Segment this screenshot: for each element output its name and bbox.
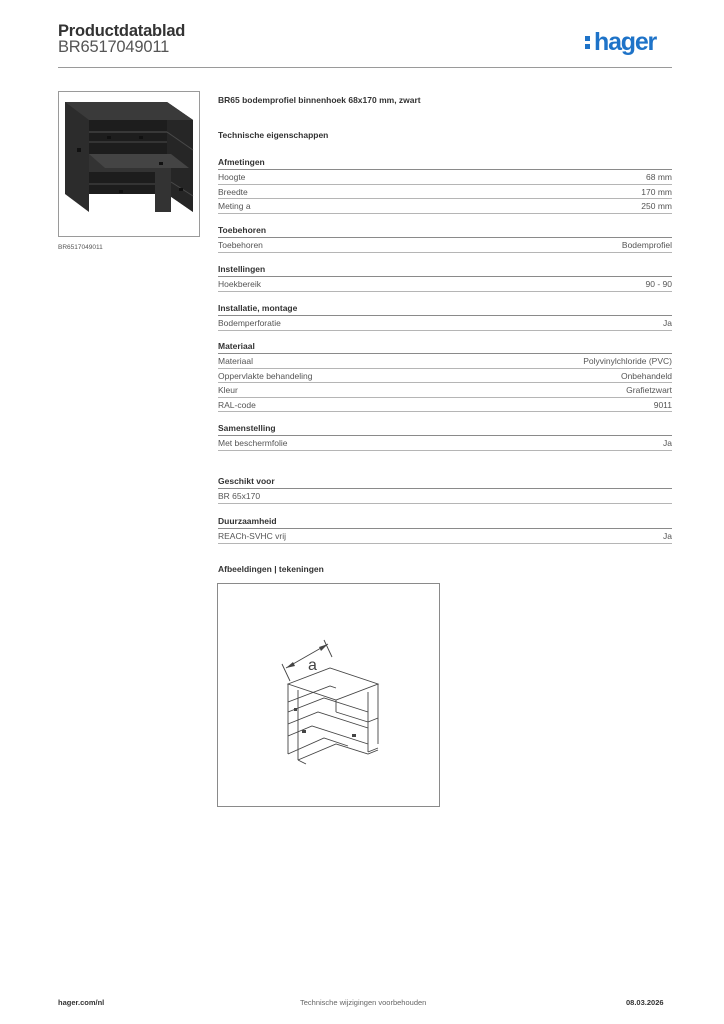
section-heading: Samenstelling — [218, 422, 672, 436]
page-title: Productdatablad — [58, 22, 186, 40]
footer-disclaimer: Technische wijzigingen voorbehouden — [300, 998, 427, 1007]
header-divider — [58, 67, 672, 68]
thumbnail-caption: BR6517049011 — [58, 244, 103, 251]
section-heading: Materiaal — [218, 340, 672, 354]
property-label: Meting a — [218, 201, 251, 211]
property-row — [218, 529, 672, 544]
corner-profile-image — [59, 92, 199, 236]
dimension-label: a — [308, 657, 317, 674]
property-section — [218, 156, 672, 214]
corner-drawing-image — [218, 584, 439, 806]
property-row — [218, 398, 672, 413]
property-label: Bodemperforatie — [218, 318, 281, 328]
logo-text: hager — [594, 28, 657, 56]
property-label: Kleur — [218, 385, 238, 395]
property-label: RAL-code — [218, 399, 256, 410]
property-label: Oppervlakte behandeling — [218, 370, 313, 381]
section-heading: Toebehoren — [218, 224, 672, 238]
property-label: REACh-SVHC vrij — [218, 531, 287, 541]
property-value: 9011 — [653, 399, 672, 410]
property-row — [218, 199, 672, 214]
property-section — [218, 263, 672, 292]
property-section — [218, 340, 672, 412]
technical-drawing — [217, 583, 440, 807]
section-heading: Geschikt voor — [218, 475, 672, 489]
property-row — [218, 383, 672, 398]
property-row — [218, 489, 672, 504]
property-value: Bodemprofiel — [621, 240, 672, 250]
logo-dots-icon — [585, 36, 590, 52]
property-value: 170 mm — [641, 186, 672, 197]
property-row — [218, 316, 672, 331]
property-section — [218, 515, 672, 544]
property-value: Ja — [663, 438, 672, 448]
product-thumbnail — [58, 91, 200, 237]
property-row — [218, 369, 672, 384]
property-value: Ja — [663, 318, 672, 328]
property-label: Hoogte — [218, 172, 246, 182]
product-code: BR6517049011 — [58, 38, 170, 56]
property-section — [218, 302, 672, 331]
hager-logo[interactable] — [594, 28, 656, 57]
property-label: Breedte — [218, 186, 248, 197]
section-heading: Afmetingen — [218, 156, 672, 170]
property-value: Onbehandeld — [620, 370, 672, 381]
property-value: 68 mm — [646, 172, 672, 182]
property-row — [218, 185, 672, 200]
section-heading: Duurzaamheid — [218, 515, 672, 529]
property-section — [218, 475, 672, 504]
property-section — [218, 224, 672, 253]
property-label: BR 65x170 — [218, 491, 261, 501]
tech-properties-title: Technische eigenschappen — [218, 130, 329, 140]
property-value: 90 - 90 — [645, 279, 672, 289]
property-row — [218, 436, 672, 451]
property-label: Materiaal — [218, 356, 253, 366]
footer-date: 08.03.2026 — [626, 998, 664, 1007]
property-value: Grafietzwart — [626, 385, 672, 395]
property-label: Toebehoren — [218, 240, 263, 250]
product-title: BR65 bodemprofiel binnenhoek 68x170 mm, zwart — [218, 95, 421, 105]
property-label: Met beschermfolie — [218, 438, 288, 448]
images-title: Afbeeldingen | tekeningen — [218, 564, 324, 574]
property-section — [218, 422, 672, 451]
section-heading: Installatie, montage — [218, 302, 672, 316]
property-row — [218, 354, 672, 369]
property-row — [218, 277, 672, 292]
property-value: 250 mm — [641, 201, 672, 211]
property-label: Hoekbereik — [218, 279, 261, 289]
section-heading: Instellingen — [218, 263, 672, 277]
property-row — [218, 238, 672, 253]
footer-website-link[interactable]: hager.com/nl — [58, 998, 105, 1007]
property-row — [218, 170, 672, 185]
property-value: Ja — [663, 531, 672, 541]
property-value: Polyvinylchloride (PVC) — [583, 356, 672, 366]
